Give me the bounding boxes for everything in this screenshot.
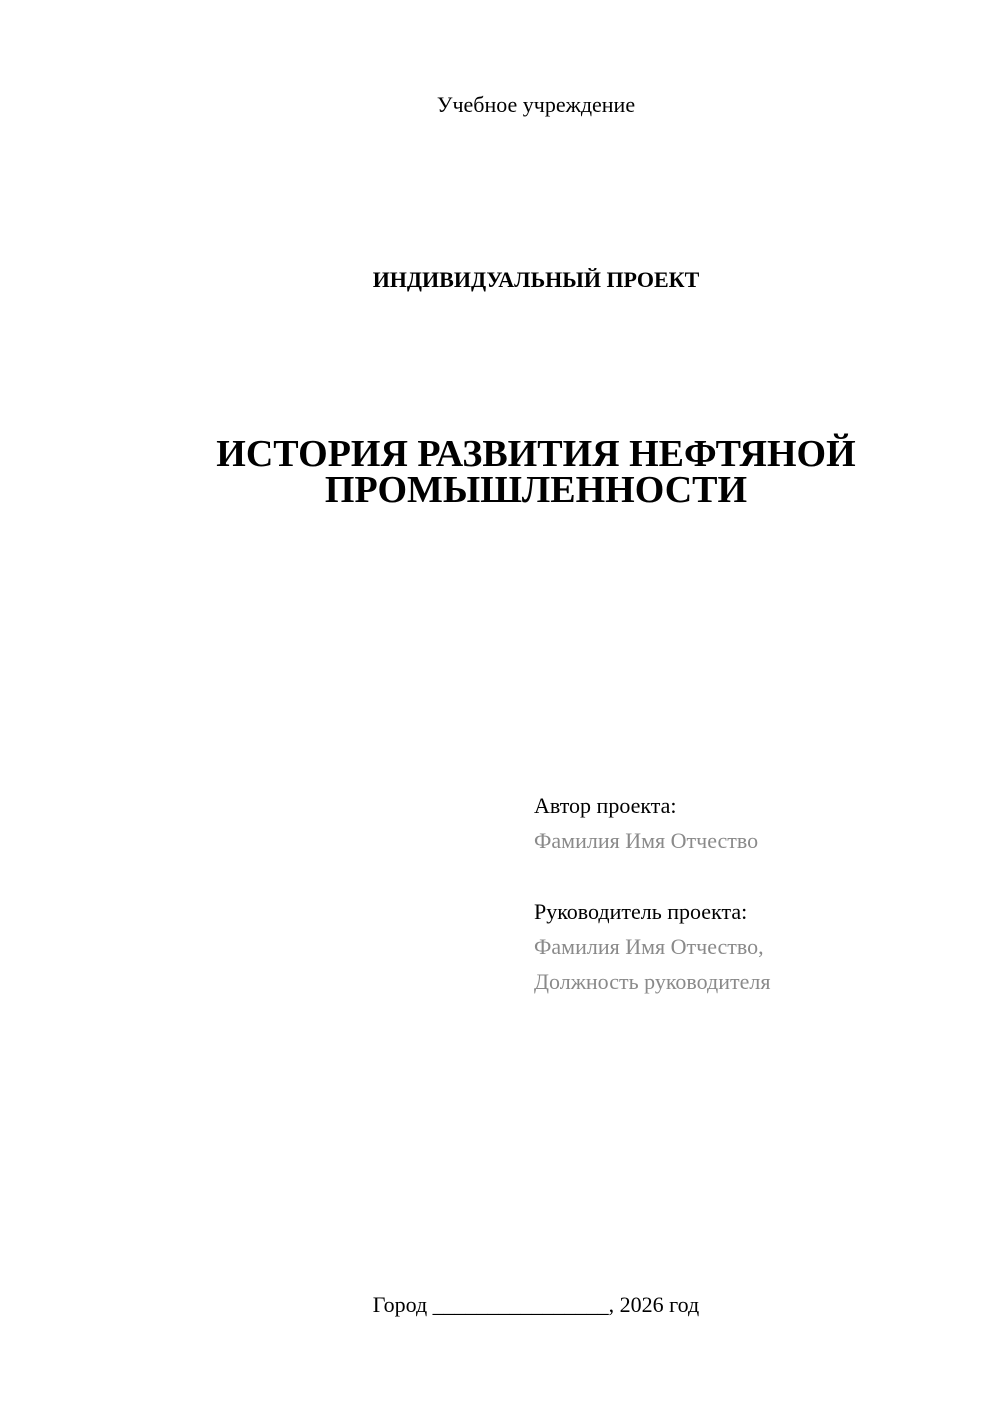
- project-title: [36, 433, 1000, 511]
- supervisor-label: Руководитель проекта:: [534, 899, 748, 924]
- author-label: Автор проекта:: [534, 793, 677, 818]
- supervisor-position-placeholder: Должность руководителя: [534, 969, 771, 994]
- project-title-line-2: ПРОМЫШЛЕННОСТИ: [324, 469, 748, 511]
- city-year-footer: Город ________________, 2026 год: [372, 1292, 700, 1317]
- author-name-placeholder: Фамилия Имя Отчество: [534, 828, 759, 853]
- supervisor-name-placeholder: Фамилия Имя Отчество,: [534, 934, 764, 959]
- project-credits: [534, 788, 770, 999]
- credits-spacer: [534, 858, 770, 894]
- project-type-heading: ИНДИВИДУАЛЬНЫЙ ПРОЕКТ: [372, 267, 700, 292]
- institution-name: Учебное учреждение: [436, 92, 636, 117]
- project-title-line-1: ИСТОРИЯ РАЗВИТИЯ НЕФТЯНОЙ: [216, 433, 856, 475]
